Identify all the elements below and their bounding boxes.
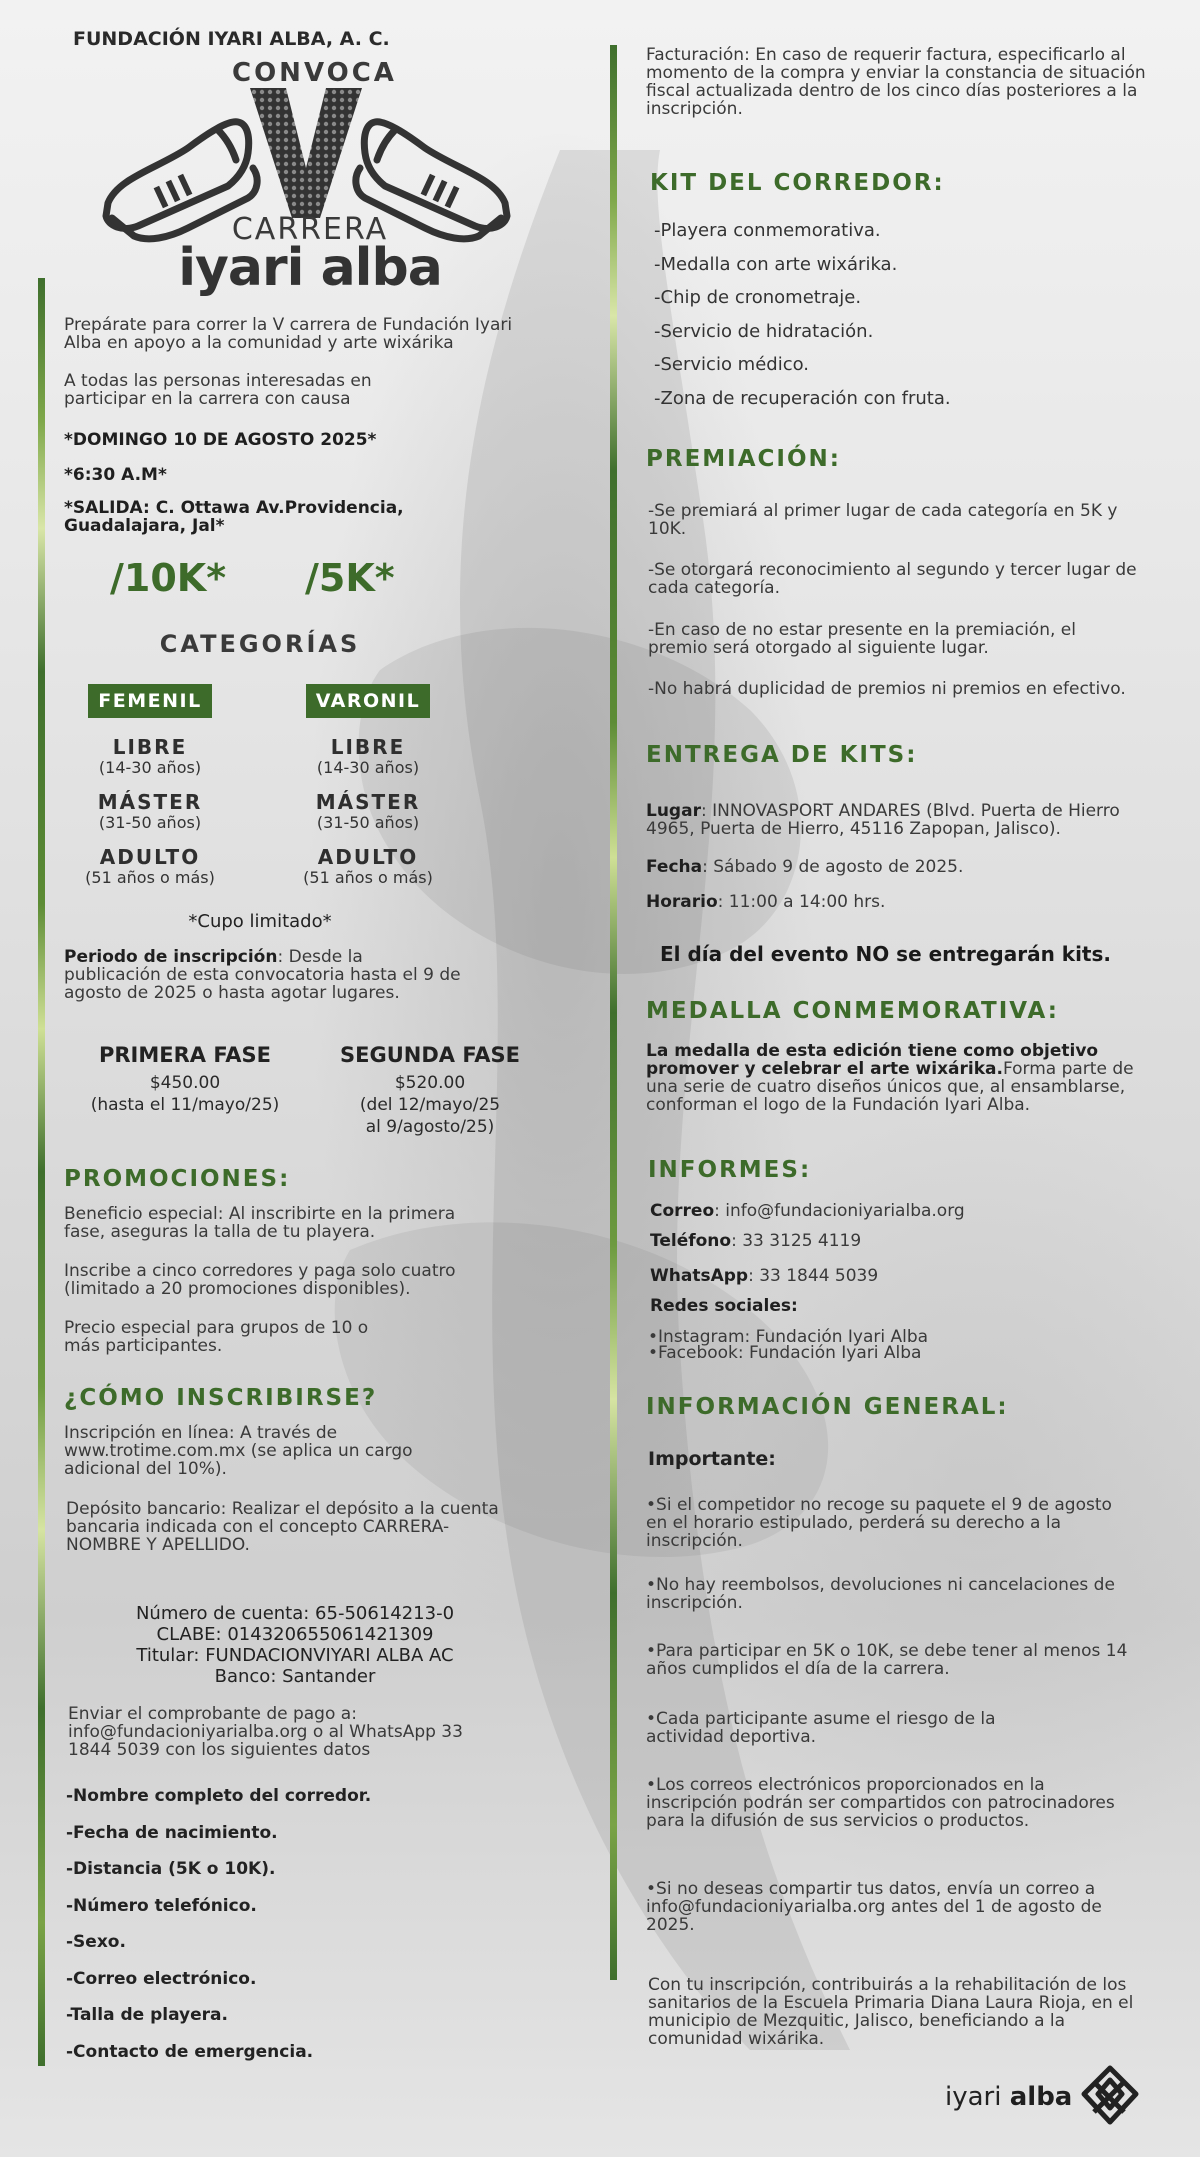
distance-5k: /5K* — [305, 556, 395, 600]
footer-logo — [945, 2082, 1072, 2112]
contact-phone — [650, 1232, 1130, 1250]
varonil-cat-adulto-range: (51 años o más) — [303, 868, 433, 887]
closing-text: Con tu inscripción, contribuirás a la rehabilitación de los sanitarios de la Escuela Primaria Diana Laura Rioja, en el municipio de Mezquitic, Jalisco, beneficiando a la comunidad wixárika. — [648, 1975, 1134, 2049]
invoice-text: Facturación: En caso de requerir factura, especificarlo al momento de la compra y enviar la constancia de situación fiscal actualizada dentro de los cinco días posteriores a la inscripción. — [646, 45, 1146, 119]
cupo-limitado: *Cupo limitado* — [188, 911, 332, 932]
social-facebook: •Facebook: Fundación Iyari Alba — [648, 1343, 922, 1363]
award-item-2: -Se otorgará reconocimiento al segundo y tercer lugar de cada categoría. — [648, 560, 1137, 598]
footer-logo-bold: alba — [1009, 2082, 1073, 2112]
phase-2-title: SEGUNDA FASE — [340, 1043, 520, 1067]
phase-1-note: (hasta el 11/mayo/25) — [90, 1095, 280, 1115]
contact-email-text: : info@fundacioniyarialba.org — [714, 1201, 965, 1221]
medal-title: MEDALLA CONMEMORATIVA: — [646, 998, 1059, 1024]
contact-whatsapp — [650, 1267, 1130, 1285]
social-media-label: Redes sociales: — [650, 1296, 798, 1316]
contact-phone-label: Teléfono — [650, 1231, 732, 1251]
varonil-cat-libre-range: (14-30 años) — [316, 758, 420, 777]
list-item: -Medalla con arte wixárika. — [654, 253, 898, 275]
femenil-label: FEMENIL — [88, 684, 212, 718]
bank-details — [70, 1603, 520, 1687]
list-item: -Playera conmemorativa. — [654, 220, 881, 241]
kit-delivery-date-text: : Sábado 9 de agosto de 2025. — [702, 857, 964, 877]
kit-title: KIT DEL CORREDOR: — [650, 170, 945, 196]
list-item: -Sexo. — [66, 1932, 126, 1952]
kit-delivery-hours-text: : 11:00 a 14:00 hrs. — [717, 892, 886, 912]
event-start-location: *SALIDA: C. Ottawa Av.Providencia, Guadalajara, Jal* — [64, 498, 404, 536]
phase-2-note-2: al 9/agosto/25) — [365, 1117, 495, 1137]
list-item: -Talla de playera. — [66, 2005, 228, 2025]
register-online: Inscripción en línea: A través de www.trotime.com.mx (se aplica un cargo adicional del 10%). — [64, 1423, 413, 1479]
contact-whatsapp-text: : 33 1844 5039 — [748, 1266, 879, 1286]
list-item: -Correo electrónico. — [66, 1968, 257, 1989]
femenil-cat-master: MÁSTER — [97, 790, 203, 814]
right-accent-bar — [610, 45, 617, 1980]
femenil-cat-adulto: ADULTO — [99, 845, 201, 869]
femenil-cat-adulto-range: (51 años o más) — [85, 868, 215, 887]
bank-holder: Titular: FUNDACIONVIYARI ALBA AC — [136, 1645, 454, 1666]
medal-description-text: Forma parte de una serie de cuatro diseños únicos que, al ensamblarse, conforman el logo de la Fundación Iyari Alba. — [646, 1059, 1134, 1115]
intro-text-1: Prepárate para correr la V carrera de Fundación Iyari Alba en apoyo a la comunidad y arte wixárika — [64, 315, 513, 353]
promotions-title: PROMOCIONES: — [64, 1166, 291, 1192]
left-accent-bar — [38, 278, 45, 2066]
iyari-alba-knot-icon — [1080, 2064, 1140, 2128]
list-item: -Servicio de hidratación. — [654, 320, 874, 342]
distance-10k: /10K* — [110, 556, 227, 600]
list-item: -Chip de cronometraje. — [654, 287, 862, 308]
brand-title: iyari alba — [178, 238, 442, 298]
categories-title: CATEGORÍAS — [159, 630, 361, 658]
register-deposit: Depósito bancario: Realizar el depósito a la cuenta bancaria indicada con el concepto CARRERA- NOMBRE Y APELLIDO. — [66, 1499, 499, 1555]
list-item: -Distancia (5K o 10K). — [66, 1859, 276, 1879]
award-item-3: -En caso de no estar presente en la premiación, el premio será otorgado al siguiente lugar. — [648, 620, 1076, 658]
list-item: -Número telefónico. — [66, 1895, 257, 1916]
list-item: -Nombre completo del corredor. — [66, 1786, 372, 1806]
footer-logo-light: iyari — [945, 2082, 1002, 2112]
contact-title: INFORMES: — [648, 1157, 812, 1183]
list-item: -Contacto de emergencia. — [66, 2041, 314, 2062]
registration-period-text: : Desde la publicación de esta convocatoria hasta el 9 de agosto de 2025 o hasta agotar lugares. — [64, 947, 461, 1003]
varonil-cat-master: MÁSTER — [315, 790, 421, 814]
kit-delivery-place-label: Lugar — [646, 801, 701, 821]
kit-delivery-place — [646, 802, 1156, 838]
medal-description-bold: La medalla de esta edición tiene como objetivo promover y celebrar el arte wixárika. — [646, 1041, 1099, 1079]
promotion-3: Precio especial para grupos de 10 o más participantes. — [64, 1318, 369, 1356]
contact-email — [650, 1202, 1130, 1220]
general-item-3: •Para participar en 5K o 10K, se debe tener al menos 14 años cumplidos el día de la carrera. — [646, 1641, 1128, 1679]
registration-period — [64, 948, 464, 1002]
no-kits-on-event-day: El día del evento NO se entregarán kits. — [660, 942, 1111, 966]
medal-description — [646, 1042, 1136, 1114]
phase-2-note-1: (del 12/mayo/25 — [359, 1095, 501, 1115]
phase-1-price: $450.00 — [149, 1073, 221, 1093]
awards-title: PREMIACIÓN: — [646, 446, 841, 472]
bank-name: Banco: Santander — [214, 1666, 376, 1687]
intro-text-2: A todas las personas interesadas en participar en la carrera con causa — [64, 371, 372, 409]
kit-delivery-hours-label: Horario — [646, 892, 718, 912]
promotion-1: Beneficio especial: Al inscribirte en la primera fase, aseguras la talla de tu playera. — [64, 1204, 456, 1242]
general-info-title: INFORMACIÓN GENERAL: — [646, 1394, 1009, 1420]
femenil-cat-libre-range: (14-30 años) — [98, 758, 202, 777]
varonil-cat-adulto: ADULTO — [317, 845, 419, 869]
kit-delivery-date-label: Fecha — [646, 857, 703, 877]
contact-phone-text: : 33 3125 4119 — [731, 1231, 862, 1251]
list-item: -Fecha de nacimiento. — [66, 1822, 278, 1843]
carrera-text: CARRERA — [231, 212, 389, 247]
varonil-label: VARONIL — [306, 684, 430, 718]
general-item-4: •Cada participante asume el riesgo de la actividad deportiva. — [646, 1709, 996, 1747]
kit-delivery-date — [646, 858, 1156, 876]
kit-delivery-hours — [646, 893, 1156, 911]
kit-delivery-place-text: : INNOVASPORT ANDARES (Blvd. Puerta de Hierro 4965, Puerta de Hierro, 45116 Zapopan, Jalisco). — [646, 801, 1120, 839]
org-name: FUNDACIÓN IYARI ALBA, A. C. — [73, 28, 390, 50]
phase-2-price: $520.00 — [394, 1073, 466, 1093]
convoca-text: CONVOCA — [232, 58, 397, 88]
social-instagram: •Instagram: Fundación Iyari Alba — [648, 1327, 929, 1347]
registration-period-label: Periodo de inscripción — [64, 947, 278, 967]
promotion-2: Inscribe a cinco corredores y paga solo cuatro (limitado a 20 promociones disponibles). — [64, 1261, 456, 1299]
roman-numeral-v — [250, 88, 362, 218]
general-item-2: •No hay reembolsos, devoluciones ni cancelaciones de inscripción. — [646, 1575, 1115, 1613]
general-item-6: •Si no deseas compartir tus datos, envía un correo a info@fundacioniyarialba.org antes del 1 de agosto de 2025. — [646, 1879, 1102, 1935]
contact-whatsapp-label: WhatsApp — [650, 1266, 749, 1286]
event-time: *6:30 A.M* — [64, 465, 167, 485]
kit-delivery-title: ENTREGA DE KITS: — [646, 742, 918, 768]
event-date: *DOMINGO 10 DE AGOSTO 2025* — [64, 430, 377, 450]
award-item-1: -Se premiará al primer lugar de cada categoría en 5K y 10K. — [648, 501, 1118, 539]
varonil-cat-master-range: (31-50 años) — [316, 813, 420, 832]
kit-list — [654, 214, 1134, 415]
how-to-register-title: ¿CÓMO INSCRIBIRSE? — [64, 1385, 378, 1411]
required-data-list — [66, 1778, 496, 2070]
femenil-cat-libre: LIBRE — [112, 735, 188, 759]
list-item: -Zona de recuperación con fruta. — [654, 387, 951, 409]
varonil-cat-libre: LIBRE — [330, 735, 406, 759]
bank-account-number: Número de cuenta: 65-50614213-0 — [135, 1603, 455, 1624]
important-label: Importante: — [648, 1448, 776, 1470]
bank-clabe: CLABE: 014320655061421309 — [156, 1624, 434, 1645]
general-item-1: •Si el competidor no recoge su paquete el 9 de agosto en el horario estipulado, perderá su derecho a la inscripción. — [646, 1495, 1112, 1551]
femenil-cat-master-range: (31-50 años) — [98, 813, 202, 832]
phase-1-title: PRIMERA FASE — [98, 1043, 271, 1067]
general-item-5: •Los correos electrónicos proporcionados en la inscripción podrán ser compartidos con patrocinadores para la difusión de sus servicios o productos. — [646, 1775, 1115, 1831]
list-item: -Servicio médico. — [654, 354, 810, 375]
send-receipt-text: Enviar el comprobante de pago a: info@fundacioniyarialba.org o al WhatsApp 33 1844 5039 con los siguientes datos — [68, 1704, 463, 1760]
contact-email-label: Correo — [650, 1201, 715, 1221]
award-item-4: -No habrá duplicidad de premios ni premios en efectivo. — [648, 679, 1126, 699]
